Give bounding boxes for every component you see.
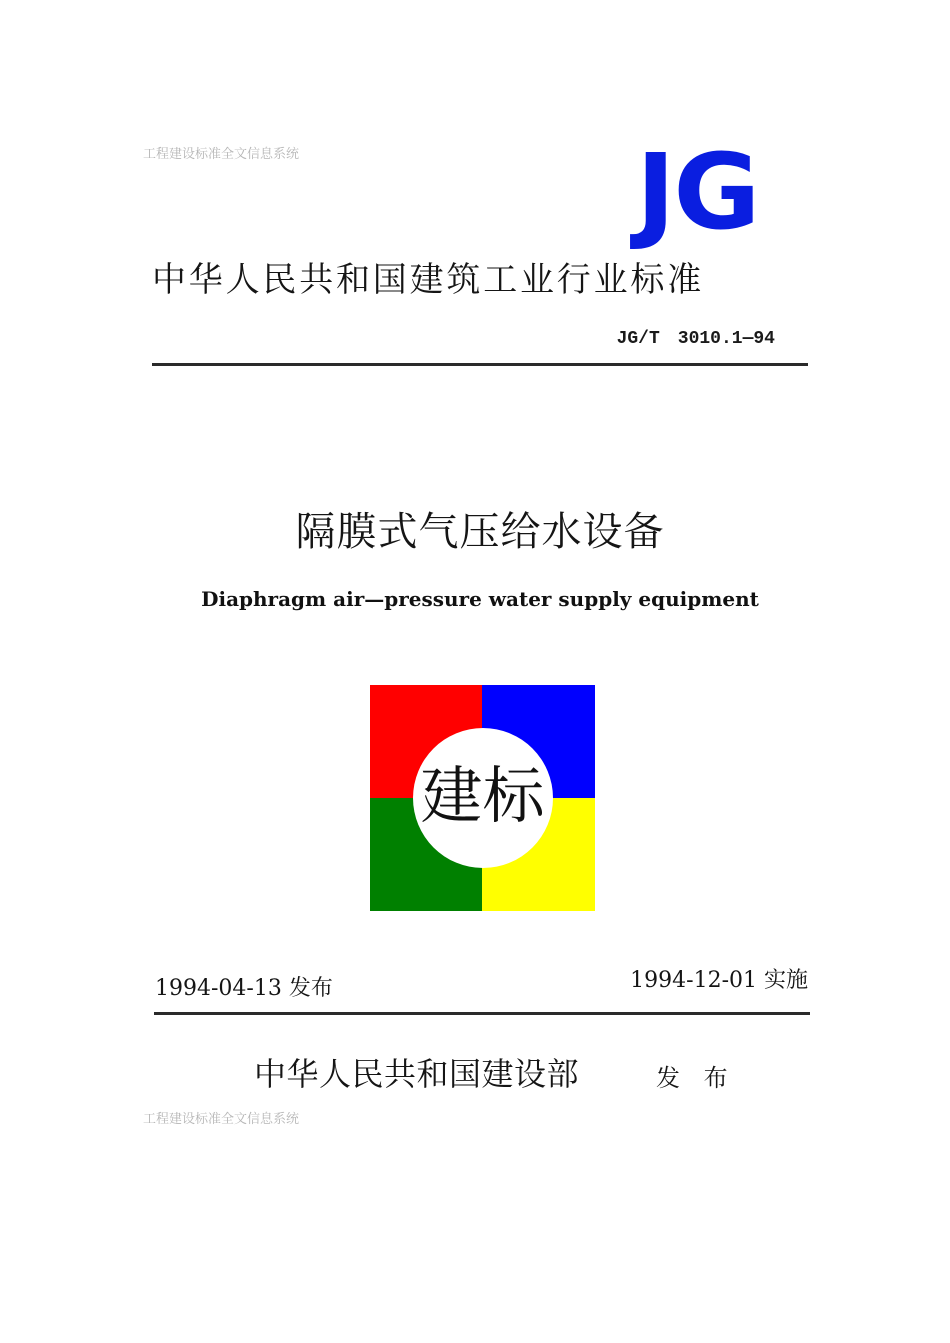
top-rule [152,363,808,366]
issue-date: 1994-04-13 发布 [155,976,333,1001]
implement-date: 1994-12-01 实施 [630,968,808,993]
watermark-bottom: 工程建设标准全文信息系统 [143,1112,300,1127]
standard-title: 中华人民共和国建筑工业行业标准 [152,260,704,300]
bottom-rule [154,1012,810,1015]
document-title-chinese: 隔膜式气压给水设备 [295,509,665,555]
jianbiao-emblem [370,685,595,911]
jg-logo: JG [636,131,759,253]
document-title-english: Diaphragm air—pressure water supply equipment [201,587,759,611]
publish-label: 发 布 [656,1064,736,1092]
standard-code: JG/T 3010.1—94 [616,329,775,349]
watermark-top: 工程建设标准全文信息系统 [143,147,300,162]
publisher: 中华人民共和国建设部 [254,1055,580,1093]
emblem-text: 建标 [420,759,545,832]
